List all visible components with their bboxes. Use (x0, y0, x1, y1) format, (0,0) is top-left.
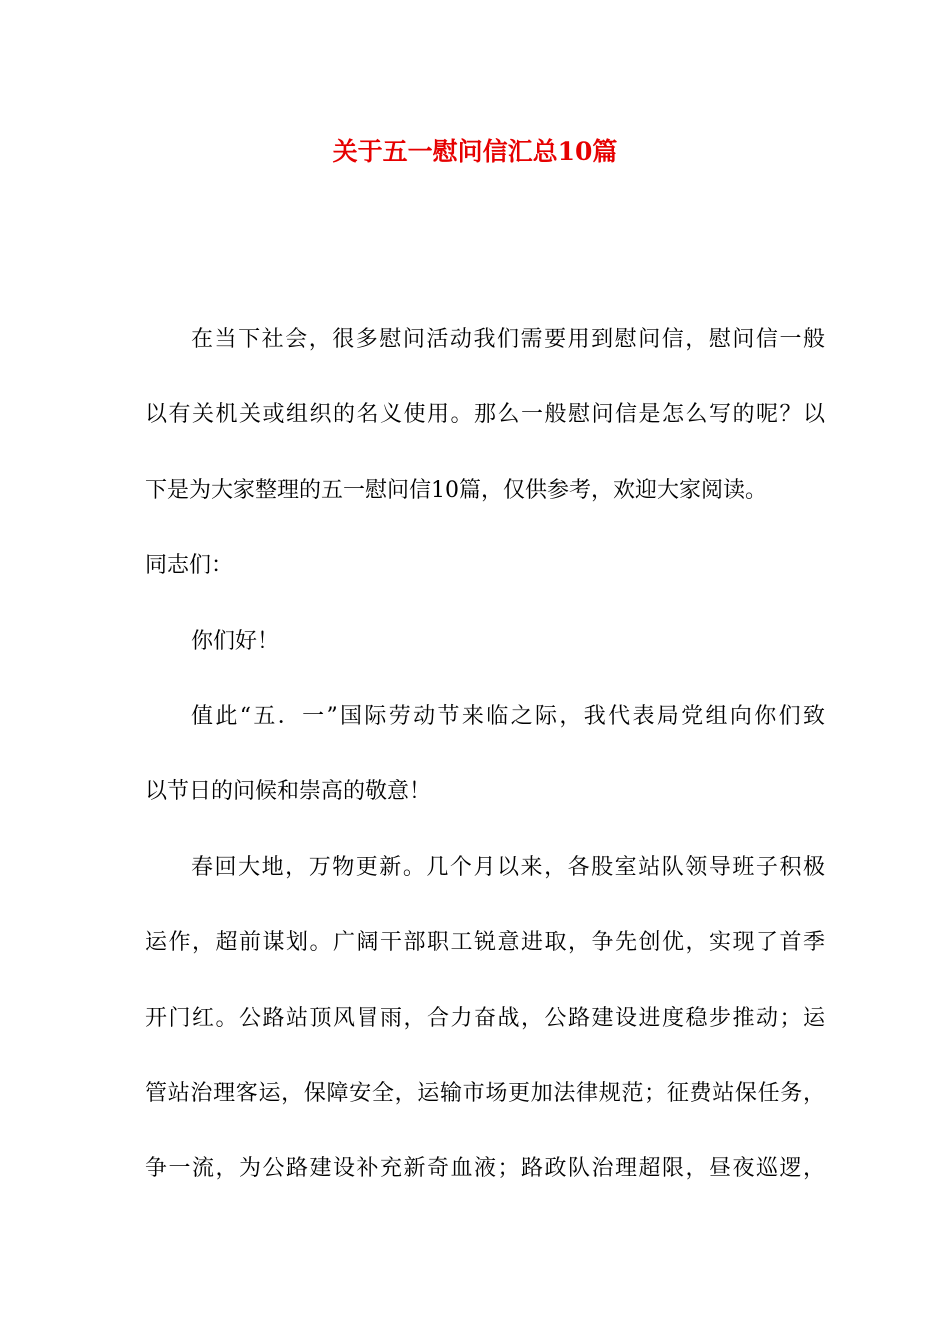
text-line: 争一流，为公路建设补充新奇血液；路政队治理超限，昼夜巡逻， (145, 1156, 825, 1182)
text-line: 值此“五．一”国际劳动节来临之际，我代表局党组向你们致 (191, 703, 825, 729)
greeting: 你们好！ (191, 628, 280, 654)
text-line: 运作，超前谋划。广阔干部职工锐意进取，争先创优，实现了首季 (145, 930, 825, 956)
text-line: 下是为大家整理的五一慰问信10篇，仅供参考，欢迎大家阅读。 (145, 477, 767, 503)
document-body (145, 314, 825, 1219)
text-line: 春回大地，万物更新。几个月以来，各股室站队领导班子积极 (191, 854, 825, 880)
text-line: 开门红。公路站顶风冒雨，合力奋战，公路建设进度稳步推动；运 (145, 1005, 825, 1031)
text-line: 在当下社会，很多慰问活动我们需要用到慰问信，慰问信一般 (191, 327, 825, 352)
salutation: 同志们： (145, 553, 234, 579)
text-line: 管站治理客运，保障安全，运输市场更加法律规范；征费站保任务， (145, 1080, 825, 1106)
text-line: 以节日的问候和崇高的敬意！ (145, 779, 432, 805)
document-title: 关于五一慰问信汇总10篇 (332, 137, 618, 166)
text-line: 以有关机关或组织的名义使用。那么一般慰问信是怎么写的呢？以 (145, 402, 825, 428)
